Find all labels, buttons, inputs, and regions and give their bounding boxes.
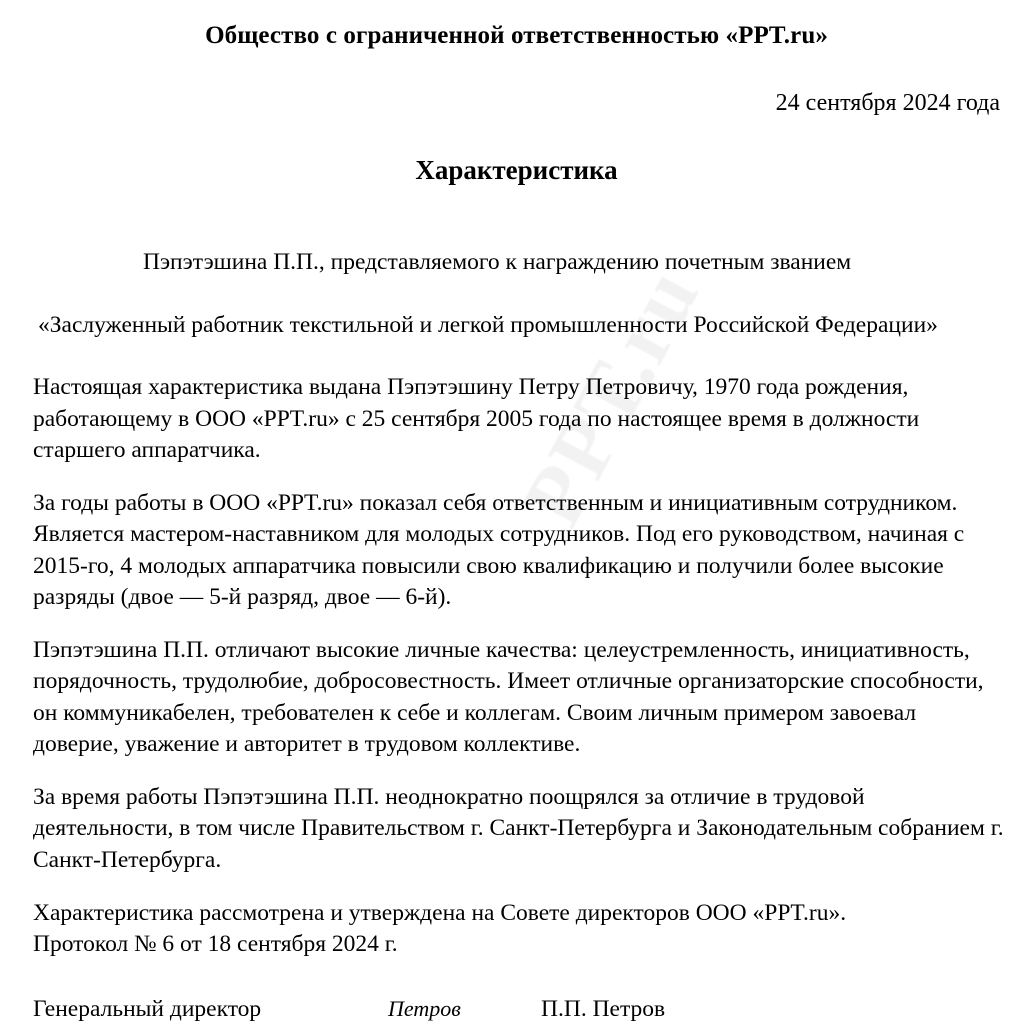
- organization-title: Общество с ограниченной ответственностью «PPT.ru»: [205, 22, 828, 49]
- intro-line-award-nominee: Пэпэтэшина П.П., представляемого к награждению почетным званием: [143, 249, 852, 276]
- paragraph-approval: Характеристика рассмотрена и утверждена на Совете директоров ООО «PPT.ru». Протокол № 6 от 18 сентября 2024 г.: [33, 899, 847, 958]
- intro-paragraph: [33, 216, 1005, 466]
- paragraph-work-record: За годы работы в ООО «PPT.ru» показал себя ответственным и инициативным сотрудником. Является мастером-наставником для молодых сотрудников. Под его руководством, начиная с 2015-го, 4 молодых аппаратчика повысили свою квалификацию и получили более высокие разряды (двое — 5-й разряд, двое — 6-й).: [33, 490, 965, 610]
- signature-block: [0, 982, 1033, 1025]
- document-date: 24 сентября 2024 года: [775, 90, 1000, 116]
- paragraph-personal-qualities: Пэпэтэшина П.П. отличают высокие личные качества: целеустремленность, инициативность, порядочность, трудолюбие, добросовестность. Имеет отличные организаторские способности, он коммуникабелен, требователен к себе и коллегам. Своим личным примером завоевал доверие, уважение и авторитет в трудовом коллективе.: [33, 637, 984, 757]
- signatory-role: Генеральный директор: [33, 996, 262, 1023]
- document-heading: Характеристика: [415, 154, 618, 185]
- intro-line-award-title: «Заслуженный работник текстильной и легкой промышленности Российской Федерации»: [38, 311, 938, 338]
- intro-line-employment-details: Настоящая характеристика выдана Пэпэтэшину Петру Петровичу, 1970 года рождения, работающему в ООО «PPT.ru» с 25 сентября 2005 года по настоящее время в должности старшего аппаратчика.: [33, 374, 920, 463]
- signatory-name: П.П. Петров: [541, 996, 666, 1023]
- ppt-ru-watermark: PPT.ru: [503, 251, 718, 541]
- document-body: [0, 186, 1033, 960]
- paragraph-awards: За время работы Пэпэтэшина П.П. неоднократно поощрялся за отличие в трудовой деятельности, в том числе Правительством г. Санкт-Петербурга и Законодательным собранием г. Санкт-Петербурга.: [33, 784, 1004, 873]
- handwritten-signature: Петров: [388, 996, 461, 1022]
